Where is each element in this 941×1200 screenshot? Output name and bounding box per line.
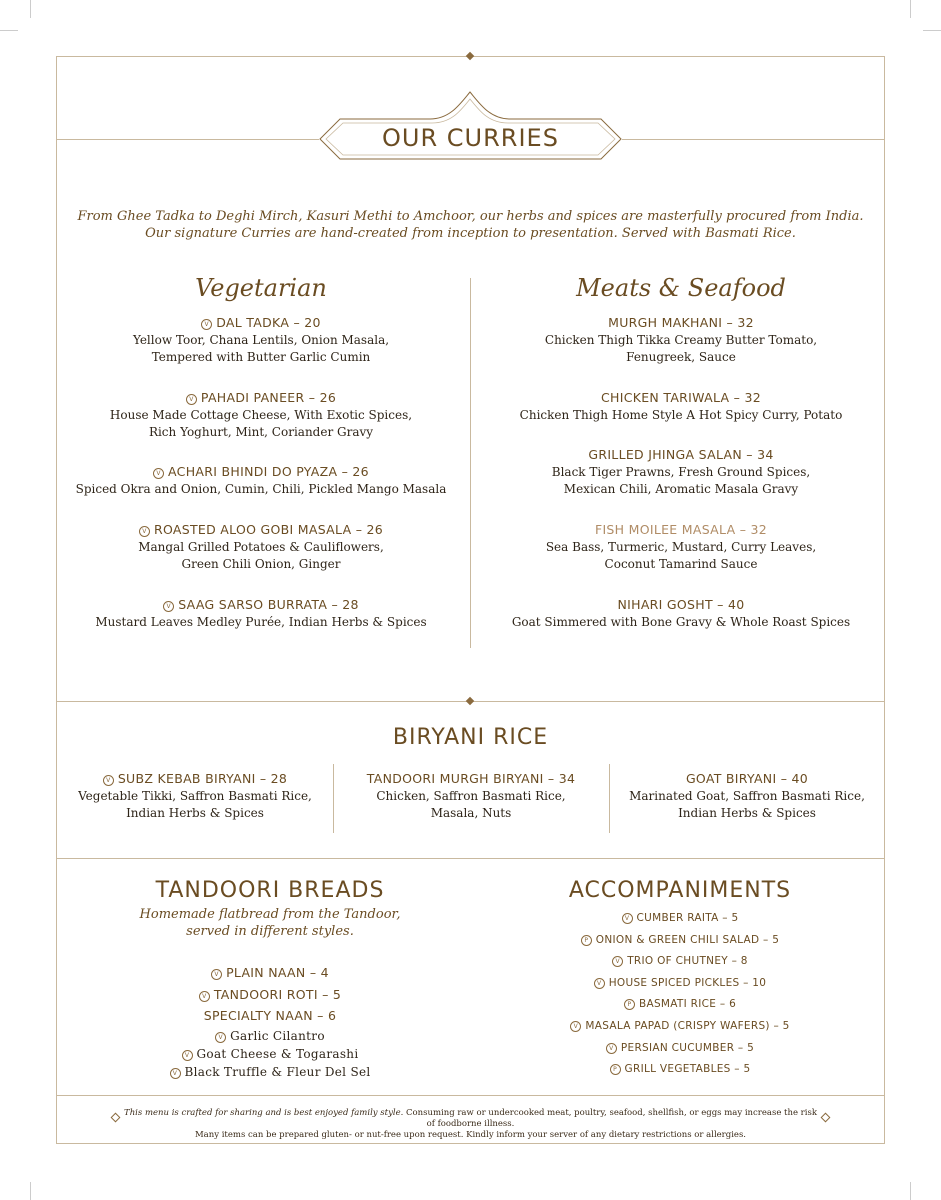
- curries-title: OUR CURRIES: [382, 124, 559, 152]
- item-name: SUBZ KEBAB BIRYANI – 28: [117, 771, 288, 786]
- item-desc: Sea Bass, Turmeric, Mustard, Curry Leaves,: [545, 540, 817, 554]
- item-desc: Chicken Thigh Tikka Creamy Butter Tomato,: [544, 333, 818, 347]
- curries-intro: [60, 208, 881, 242]
- item-name: MURGH MAKHANI – 32: [608, 315, 754, 330]
- vegetarian-icon: V: [622, 913, 633, 924]
- list-item: V MASALA PAPAD (CRISPY WAFERS) – 5: [480, 1016, 880, 1038]
- footer-line-1: This menu is crafted for sharing and is best enjoyed family style. Consuming raw or undercooked meat, poultry, seafood, shellfish, or eggs may increase the risk of foodborne illness.: [124, 1108, 817, 1129]
- list-item: V HOUSE SPICED PICKLES – 10: [480, 973, 880, 995]
- accompaniments-title: ACCOMPANIMENTS: [568, 878, 792, 903]
- crop-mark: [0, 30, 18, 31]
- vegetarian-icon: V: [594, 978, 605, 989]
- item-desc: Green Chili Onion, Ginger: [181, 557, 341, 571]
- item-desc: Mexican Chili, Aromatic Masala Gravy: [563, 482, 799, 496]
- item-name: NIHARI GOSHT – 40: [617, 597, 745, 612]
- menu-item: [480, 446, 882, 498]
- list-item: V PERSIAN CUCUMBER – 5: [480, 1038, 880, 1060]
- vegetarian-icon: V: [570, 1021, 581, 1032]
- plant-based-icon: P: [581, 935, 592, 946]
- menu-item: [480, 596, 882, 631]
- item-desc: Vegetable Tikki, Saffron Basmati Rice,: [78, 789, 312, 803]
- plant-based-icon: P: [610, 1064, 621, 1075]
- list-item: V Garlic Cilantro: [60, 1027, 480, 1045]
- item-desc: Chicken, Saffron Basmati Rice,: [376, 789, 566, 803]
- item-name: GRILLED JHINGA SALAN – 34: [588, 447, 774, 462]
- intro-line-2: Our signature Curries are hand-created from inception to presentation. Served with Basmati Rice.: [145, 226, 796, 241]
- section-divider: [57, 858, 884, 859]
- vegetarian-heading: Vegetarian: [195, 274, 327, 302]
- subtitle-line-2: served in different styles.: [186, 924, 354, 939]
- item-desc: Spiced Okra and Onion, Cumin, Chili, Pickled Mango Masala: [75, 482, 447, 496]
- list-item: V Goat Cheese & Togarashi: [60, 1045, 480, 1063]
- vegetarian-icon: V: [139, 526, 150, 537]
- list-item: V TANDOORI ROTI – 5: [60, 984, 480, 1006]
- item-name: FISH MOILEE MASALA – 32: [594, 522, 768, 537]
- biryani-divider-1: [333, 764, 334, 833]
- menu-item: [60, 596, 462, 631]
- menu-item: [480, 314, 882, 366]
- breads-list: [60, 962, 480, 1081]
- menu-item: [336, 770, 606, 822]
- list-item: V Black Truffle & Fleur Del Sel: [60, 1063, 480, 1081]
- item-desc: Masala, Nuts: [430, 806, 512, 820]
- item-name: CHICKEN TARIWALA – 32: [601, 390, 761, 405]
- item-desc: Fenugreek, Sauce: [626, 350, 736, 364]
- vegetarian-icon: V: [163, 601, 174, 612]
- item-desc: Marinated Goat, Saffron Basmati Rice,: [629, 789, 865, 803]
- list-item: P GRILL VEGETABLES – 5: [480, 1059, 880, 1081]
- item-name: ROASTED ALOO GOBI MASALA – 26: [153, 522, 384, 537]
- item-desc: Mangal Grilled Potatoes & Cauliflowers,: [138, 540, 384, 554]
- footer-line-2: Many items can be prepared gluten- or nut-free upon request. Kindly inform your server of any dietary restrictions or allergies.: [194, 1130, 747, 1140]
- crop-mark: [910, 0, 911, 18]
- crop-mark: [30, 1182, 31, 1200]
- item-name: DAL TADKA – 20: [216, 315, 321, 330]
- breads-subtitle: [60, 906, 480, 940]
- crop-mark: [923, 30, 941, 31]
- item-desc: Yellow Toor, Chana Lentils, Onion Masala,: [132, 333, 390, 347]
- list-item: P BASMATI RICE – 6: [480, 994, 880, 1016]
- item-desc: Indian Herbs & Spices: [678, 806, 816, 820]
- biryani-title: BIRYANI RICE: [392, 725, 549, 750]
- vegetarian-icon: V: [182, 1050, 193, 1061]
- menu-item: [480, 521, 882, 573]
- item-desc: Coconut Tamarind Sauce: [604, 557, 758, 571]
- biryani-divider-2: [609, 764, 610, 833]
- vegetarian-icon: V: [103, 775, 114, 786]
- list-item: V CUMBER RAITA – 5: [480, 908, 880, 930]
- item-desc: Goat Simmered with Bone Gravy & Whole Roast Spices: [511, 615, 851, 629]
- vegetarian-icon: V: [201, 319, 212, 330]
- menu-item: [60, 770, 330, 822]
- vegetarian-icon: V: [612, 956, 623, 967]
- intro-line-1: From Ghee Tadka to Deghi Mirch, Kasuri Methi to Amchoor, our herbs and spices are masterfully procured from India.: [77, 209, 864, 224]
- footer-notice: [120, 1108, 821, 1141]
- menu-item: [60, 389, 462, 441]
- subtitle-line-1: Homemade flatbread from the Tandoor,: [139, 907, 401, 922]
- list-item: P ONION & GREEN CHILI SALAD – 5: [480, 930, 880, 952]
- menu-item: [612, 770, 882, 822]
- item-name: GOAT BIRYANI – 40: [685, 771, 809, 786]
- item-name: PAHADI PANEER – 26: [200, 390, 337, 405]
- item-name: SAAG SARSO BURRATA – 28: [178, 597, 359, 612]
- item-desc: Black Tiger Prawns, Fresh Ground Spices,: [551, 465, 811, 479]
- plant-based-icon: P: [624, 999, 635, 1010]
- item-desc: Indian Herbs & Spices: [126, 806, 264, 820]
- list-item: V TRIO OF CHUTNEY – 8: [480, 951, 880, 973]
- crop-mark: [910, 1182, 911, 1200]
- meats-seafood-heading: Meats & Seafood: [576, 274, 786, 302]
- vegetarian-icon: V: [186, 394, 197, 405]
- item-desc: House Made Cottage Cheese, With Exotic Spices,: [109, 408, 413, 422]
- accompaniments-list: [480, 908, 880, 1081]
- menu-item: [480, 389, 882, 424]
- item-desc: Mustard Leaves Medley Purée, Indian Herbs & Spices: [95, 615, 427, 629]
- item-desc: Tempered with Butter Garlic Cumin: [151, 350, 371, 364]
- item-desc: Chicken Thigh Home Style A Hot Spicy Curry, Potato: [519, 408, 843, 422]
- breads-title: TANDOORI BREADS: [155, 878, 385, 903]
- menu-item: [60, 314, 462, 366]
- item-name: ACHARI BHINDI DO PYAZA – 26: [168, 464, 369, 479]
- vegetarian-icon: V: [199, 991, 210, 1002]
- vegetarian-icon: V: [170, 1068, 181, 1079]
- crop-mark: [30, 0, 31, 18]
- vegetarian-icon: V: [153, 468, 164, 479]
- item-name: TANDOORI MURGH BIRYANI – 34: [366, 771, 576, 786]
- menu-item: [60, 521, 462, 573]
- list-item: V PLAIN NAAN – 4: [60, 962, 480, 984]
- vegetarian-icon: V: [606, 1043, 617, 1054]
- vegetarian-icon: V: [215, 1032, 226, 1043]
- footer-divider: [57, 1095, 884, 1096]
- list-item: SPECIALTY NAAN – 6: [203, 1008, 337, 1023]
- menu-item: [60, 463, 462, 498]
- vegetarian-icon: V: [211, 969, 222, 980]
- curries-column-divider: [470, 278, 471, 648]
- item-desc: Rich Yoghurt, Mint, Coriander Gravy: [148, 425, 374, 439]
